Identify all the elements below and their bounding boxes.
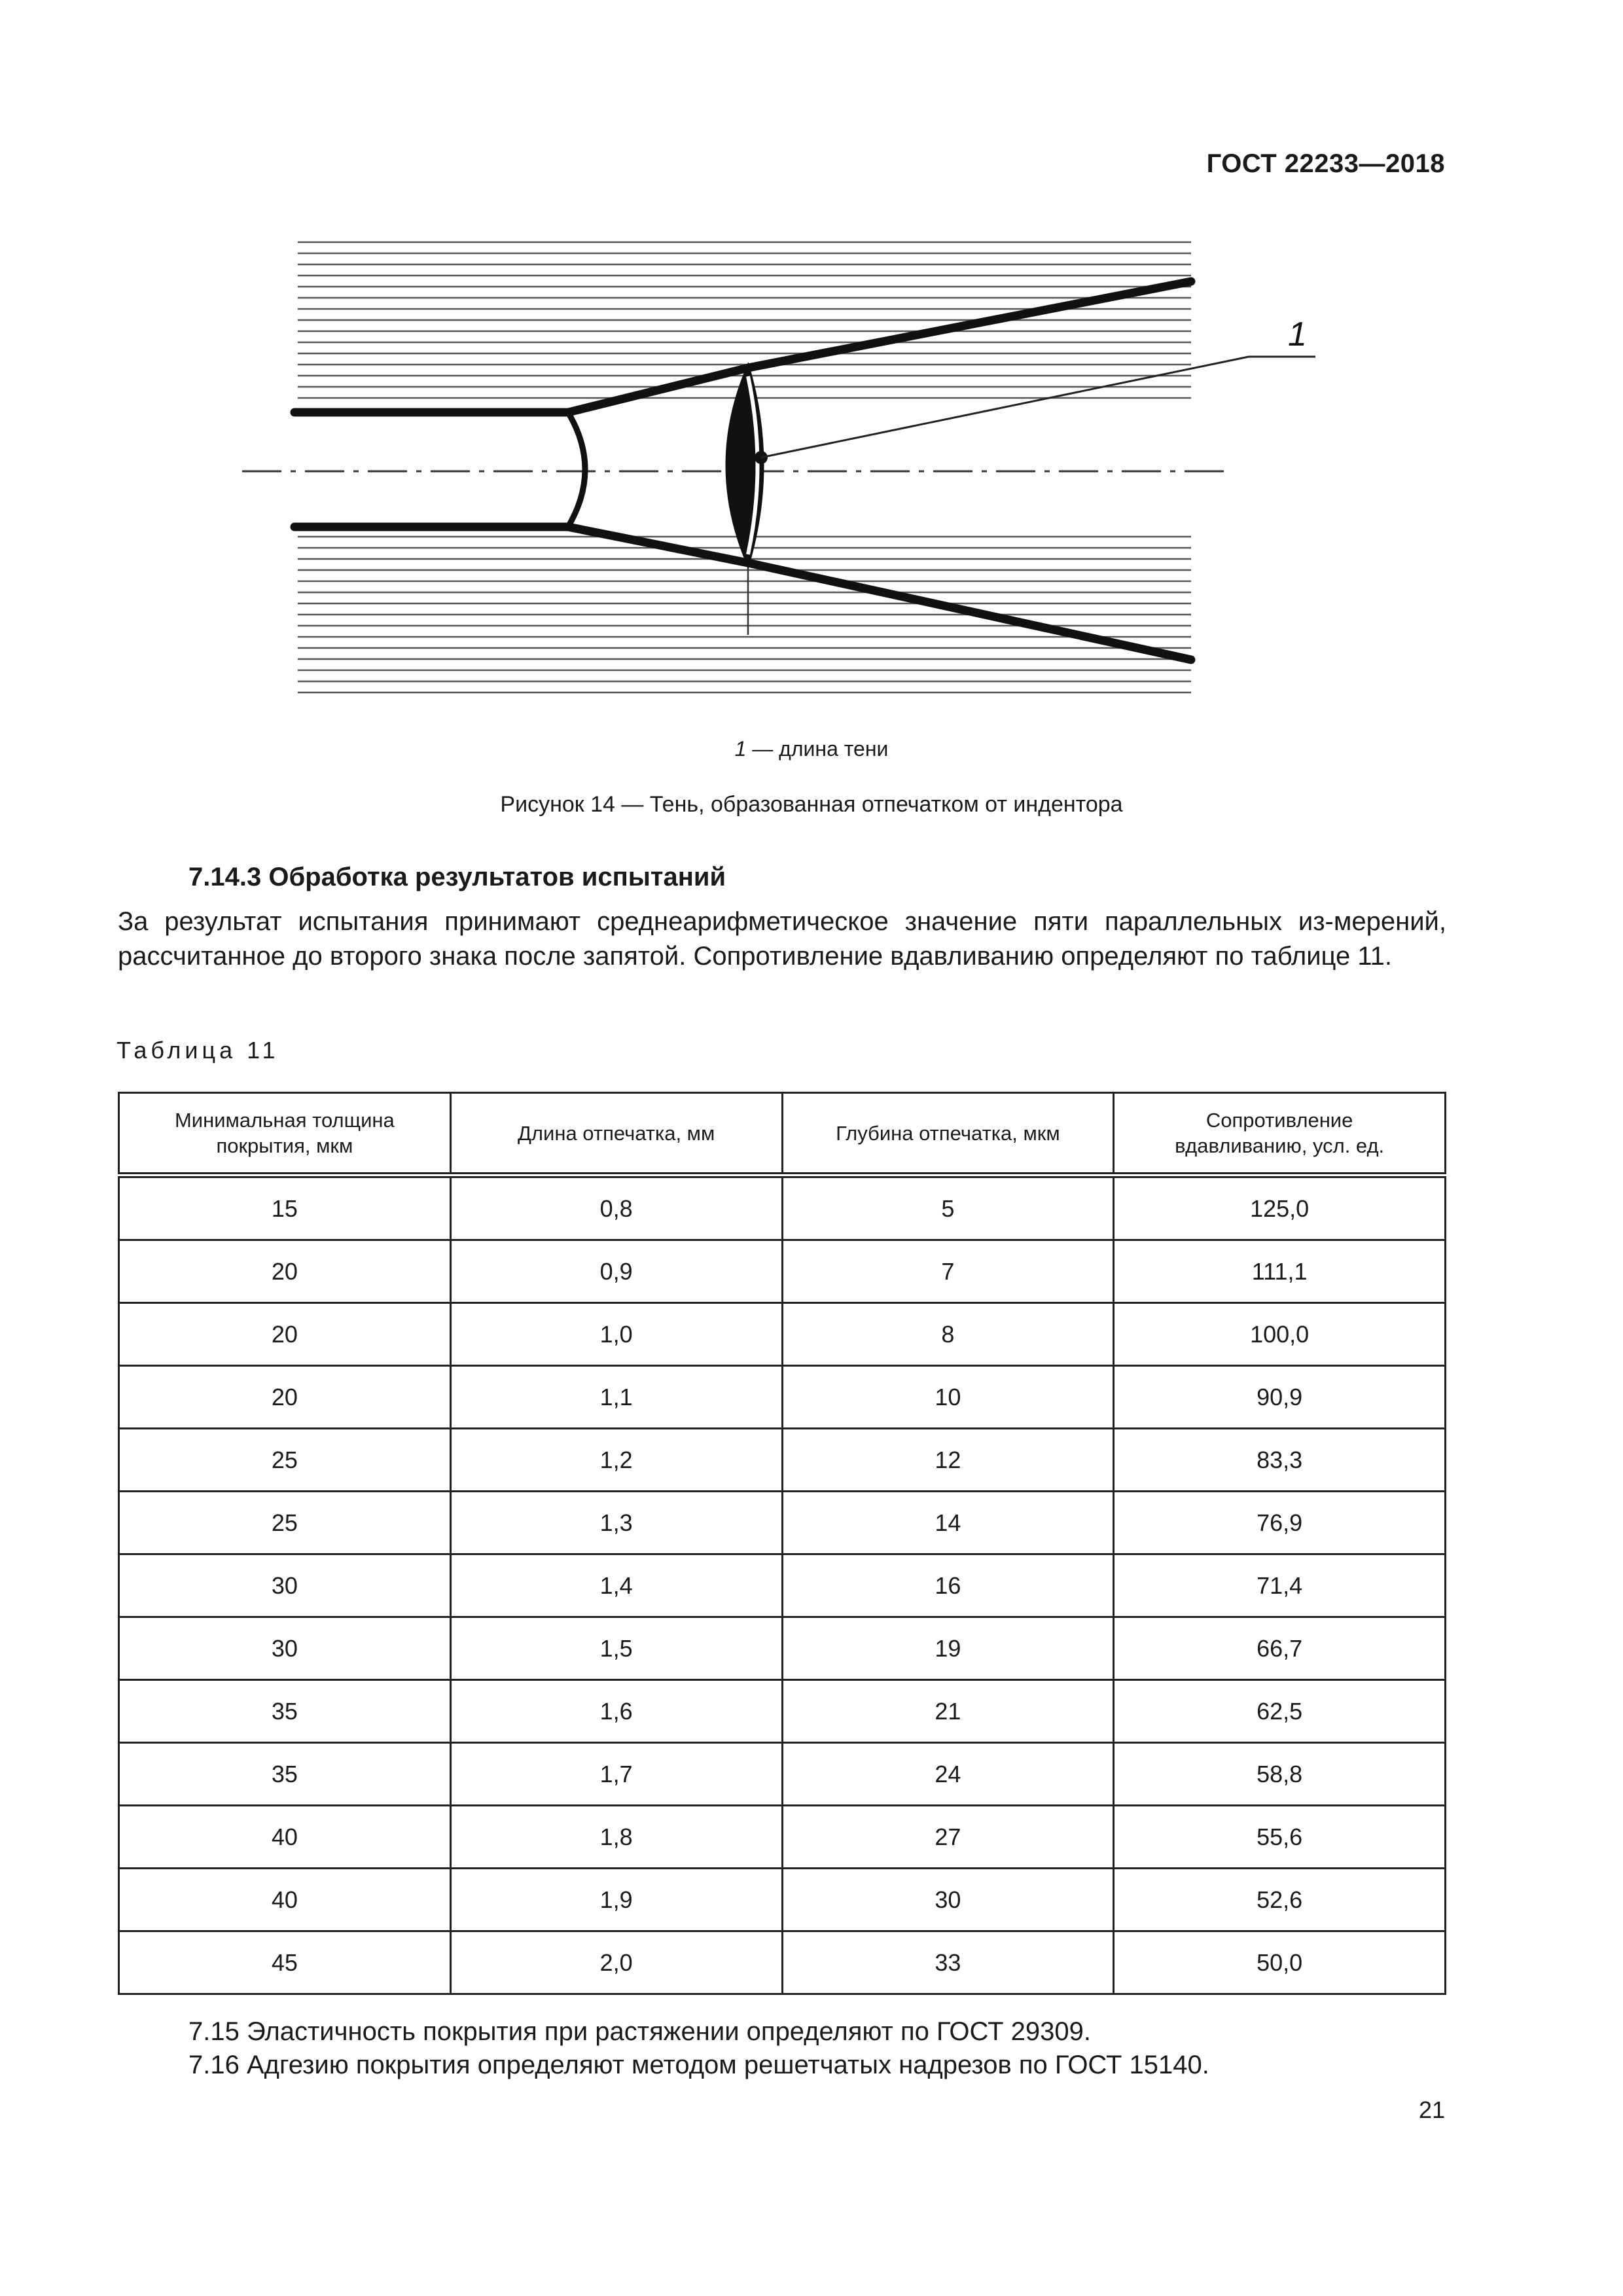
table-cell: 15 bbox=[119, 1175, 451, 1240]
table-cell: 111,1 bbox=[1114, 1240, 1446, 1303]
table-cell: 20 bbox=[119, 1303, 451, 1366]
table-cell: 1,0 bbox=[450, 1303, 782, 1366]
table-cell: 1,3 bbox=[450, 1492, 782, 1554]
legend-text: — длина тени bbox=[746, 737, 889, 761]
table-cell: 71,4 bbox=[1114, 1554, 1446, 1617]
table-cell: 45 bbox=[119, 1931, 451, 1994]
callout-label: 1 bbox=[1288, 315, 1307, 353]
table-cell: 7 bbox=[782, 1240, 1114, 1303]
table-cell: 10 bbox=[782, 1366, 1114, 1429]
table-cell: 62,5 bbox=[1114, 1680, 1446, 1743]
table-cell: 25 bbox=[119, 1492, 451, 1554]
leader-line bbox=[761, 357, 1315, 457]
table-cell: 40 bbox=[119, 1806, 451, 1869]
table-row bbox=[119, 1680, 1446, 1743]
document-header: ГОСТ 22233—2018 bbox=[1206, 149, 1445, 178]
figure-legend bbox=[0, 737, 1623, 761]
table-cell: 20 bbox=[119, 1366, 451, 1429]
column-header: Минимальная толщина покрытия, мкм bbox=[119, 1093, 451, 1175]
table-cell: 20 bbox=[119, 1240, 451, 1303]
table-cell: 125,0 bbox=[1114, 1175, 1446, 1240]
paragraph-7-15: 7.15 Эластичность покрытия при растяжении определяют по ГОСТ 29309. bbox=[188, 2017, 1091, 2046]
table-cell: 66,7 bbox=[1114, 1617, 1446, 1680]
table-row bbox=[119, 1743, 1446, 1806]
table-cell: 5 bbox=[782, 1175, 1114, 1240]
column-header: Длина отпечатка, мм bbox=[450, 1093, 782, 1175]
table-cell: 24 bbox=[782, 1743, 1114, 1806]
table-cell: 1,9 bbox=[450, 1869, 782, 1931]
table-cell: 16 bbox=[782, 1554, 1114, 1617]
table-cell: 58,8 bbox=[1114, 1743, 1446, 1806]
resistance-table bbox=[118, 1092, 1446, 1995]
column-header: Глубина отпечатка, мкм bbox=[782, 1093, 1114, 1175]
table-cell: 50,0 bbox=[1114, 1931, 1446, 1994]
table-cell: 90,9 bbox=[1114, 1366, 1446, 1429]
table-row bbox=[119, 1240, 1446, 1303]
table-cell: 1,1 bbox=[450, 1366, 782, 1429]
table-cell: 21 bbox=[782, 1680, 1114, 1743]
table-row bbox=[119, 1429, 1446, 1492]
column-header: Сопротивление вдавливанию, усл. ед. bbox=[1114, 1093, 1446, 1175]
legend-number: 1 bbox=[734, 737, 747, 761]
section-title: 7.14.3 Обработка результатов испытаний bbox=[188, 863, 726, 891]
table-cell: 0,8 bbox=[450, 1175, 782, 1240]
table-cell: 14 bbox=[782, 1492, 1114, 1554]
table-cell: 25 bbox=[119, 1429, 451, 1492]
table-cell: 0,9 bbox=[450, 1240, 782, 1303]
table-cell: 55,6 bbox=[1114, 1806, 1446, 1869]
table-header-row bbox=[119, 1093, 1446, 1175]
table-row bbox=[119, 1492, 1446, 1554]
table-cell: 35 bbox=[119, 1743, 451, 1806]
table-cell: 1,4 bbox=[450, 1554, 782, 1617]
table-cell: 2,0 bbox=[450, 1931, 782, 1994]
table-cell: 8 bbox=[782, 1303, 1114, 1366]
table-row bbox=[119, 1806, 1446, 1869]
table-cell: 76,9 bbox=[1114, 1492, 1446, 1554]
table-cell: 30 bbox=[119, 1554, 451, 1617]
table-cell: 40 bbox=[119, 1869, 451, 1931]
table-cell: 1,2 bbox=[450, 1429, 782, 1492]
table-cell: 33 bbox=[782, 1931, 1114, 1994]
table-cell: 27 bbox=[782, 1806, 1114, 1869]
figure-14-shadow-diagram bbox=[236, 229, 1307, 707]
paragraph-7-16: 7.16 Адгезию покрытия определяют методом решетчатых надрезов по ГОСТ 15140. bbox=[188, 2051, 1209, 2079]
table-row bbox=[119, 1303, 1446, 1366]
table-cell: 52,6 bbox=[1114, 1869, 1446, 1931]
table-row bbox=[119, 1366, 1446, 1429]
table-cell: 1,5 bbox=[450, 1617, 782, 1680]
table-cell: 12 bbox=[782, 1429, 1114, 1492]
table-cell: 19 bbox=[782, 1617, 1114, 1680]
table-cell: 35 bbox=[119, 1680, 451, 1743]
table-cell: 100,0 bbox=[1114, 1303, 1446, 1366]
table-cell: 1,6 bbox=[450, 1680, 782, 1743]
table-row bbox=[119, 1175, 1446, 1240]
table-cell: 30 bbox=[119, 1617, 451, 1680]
table-cell: 1,7 bbox=[450, 1743, 782, 1806]
table-cell: 30 bbox=[782, 1869, 1114, 1931]
table-row bbox=[119, 1617, 1446, 1680]
table-cell: 1,8 bbox=[450, 1806, 782, 1869]
table-row bbox=[119, 1931, 1446, 1994]
table-row bbox=[119, 1869, 1446, 1931]
page-number: 21 bbox=[1418, 2096, 1445, 2123]
table-label: Таблица 11 bbox=[116, 1037, 279, 1064]
figure-caption: Рисунок 14 — Тень, образованная отпечатком от индентора bbox=[500, 792, 1123, 817]
table-cell: 83,3 bbox=[1114, 1429, 1446, 1492]
indenter-tip-arc bbox=[568, 412, 585, 527]
section-paragraph: За результат испытания принимают среднеарифметическое значение пяти параллельных из-мерений, рассчитанное до второго знака после запятой. Сопротивление вдавливанию определяют по таблице 11. bbox=[118, 907, 1446, 971]
table-row bbox=[119, 1554, 1446, 1617]
